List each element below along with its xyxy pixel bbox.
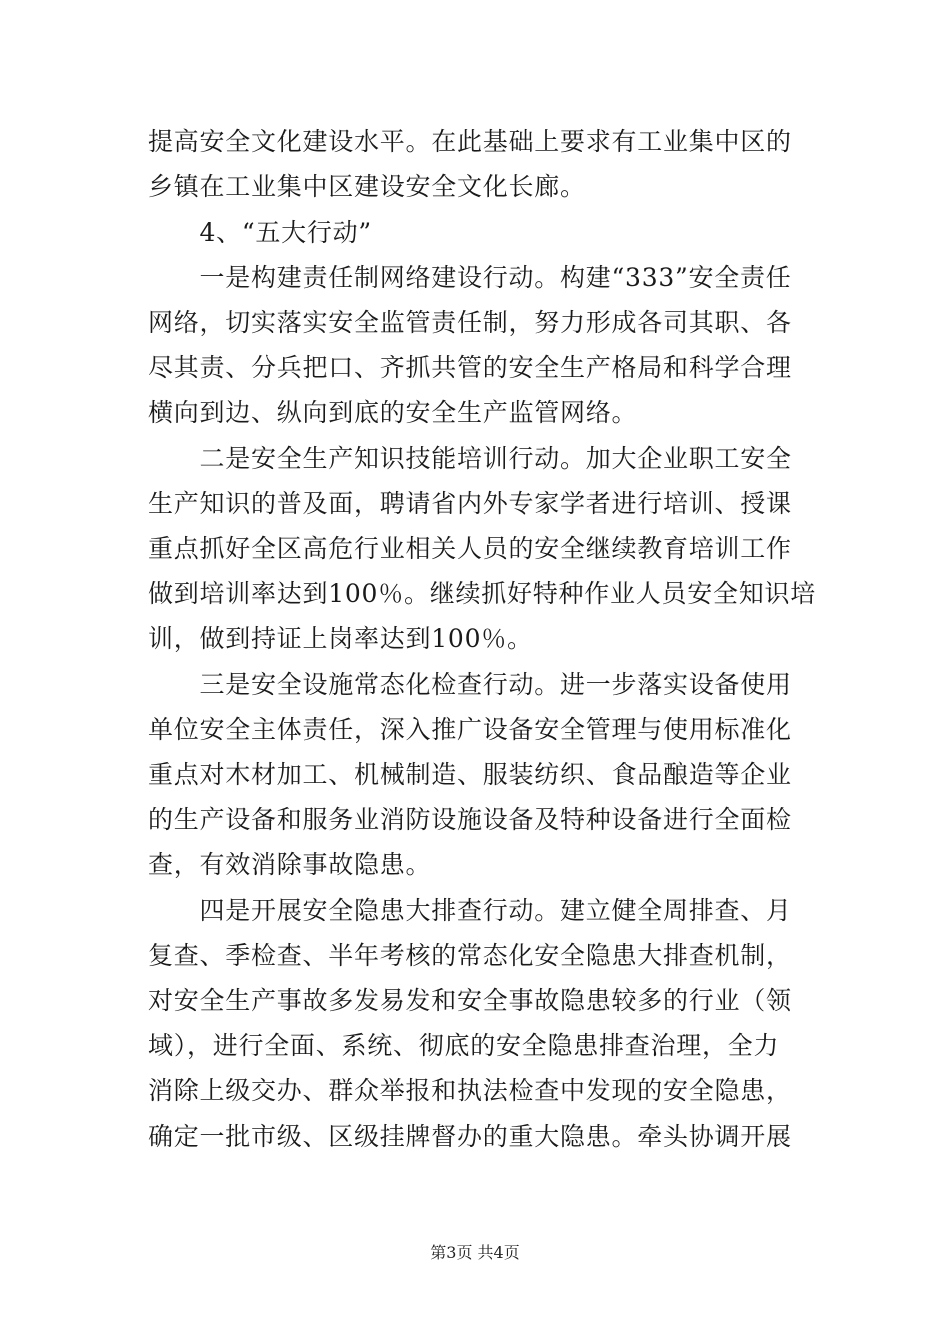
text-line: 的生产设备和服务业消防设施设备及特种设备进行全面检	[148, 805, 792, 834]
text-line: 尽其责、分兵把口、齐抓共管的安全生产格局和科学合理	[148, 353, 792, 382]
text-line: 提高安全文化建设水平。在此基础上要求有工业集中区的	[148, 127, 792, 156]
text-line: 查，有效消除事故隐患。	[148, 850, 432, 879]
text-line: 二是安全生产知识技能培训行动。加大企业职工安全	[148, 444, 792, 473]
text-line: 横向到边、纵向到底的安全生产监管网络。	[148, 398, 638, 427]
page-footer: 第3页 共4页	[430, 1243, 520, 1262]
text-line: 一是构建责任制网络建设行动。构建“333”安全责任	[148, 263, 792, 292]
text-line: 域），进行全面、系统、彻底的安全隐患排查治理，全力	[148, 1031, 780, 1060]
text-line: 网络，切实落实安全监管责任制，努力形成各司其职、各	[148, 308, 792, 337]
text-line: 消除上级交办、群众举报和执法检查中发现的安全隐患，	[148, 1076, 792, 1105]
text-line: 重点抓好全区高危行业相关人员的安全继续教育培训工作	[148, 534, 792, 563]
text-line: 确定一批市级、区级挂牌督办的重大隐患。牵头协调开展	[148, 1122, 792, 1151]
section-heading: 4、“五大行动”	[148, 218, 372, 247]
text-line: 复查、季检查、半年考核的常态化安全隐患大排查机制，	[148, 941, 792, 970]
text-line: 重点对木材加工、机械制造、服装纺织、食品酿造等企业	[148, 760, 792, 789]
text-line: 生产知识的普及面，聘请省内外专家学者进行培训、授课	[148, 489, 792, 518]
text-line: 四是开展安全隐患大排查行动。建立健全周排查、月	[148, 896, 792, 925]
text-line: 单位安全主体责任，深入推广设备安全管理与使用标准化	[148, 715, 792, 744]
text-line: 做到培训率达到100％。继续抓好特种作业人员安全知识培	[148, 579, 816, 608]
text-line: 三是安全设施常态化检查行动。进一步落实设备使用	[148, 670, 792, 699]
text-line: 对安全生产事故多发易发和安全事故隐患较多的行业（领	[148, 986, 792, 1015]
text-line: 乡镇在工业集中区建设安全文化长廊。	[148, 172, 586, 201]
text-line: 训，做到持证上岗率达到100％。	[148, 624, 533, 653]
